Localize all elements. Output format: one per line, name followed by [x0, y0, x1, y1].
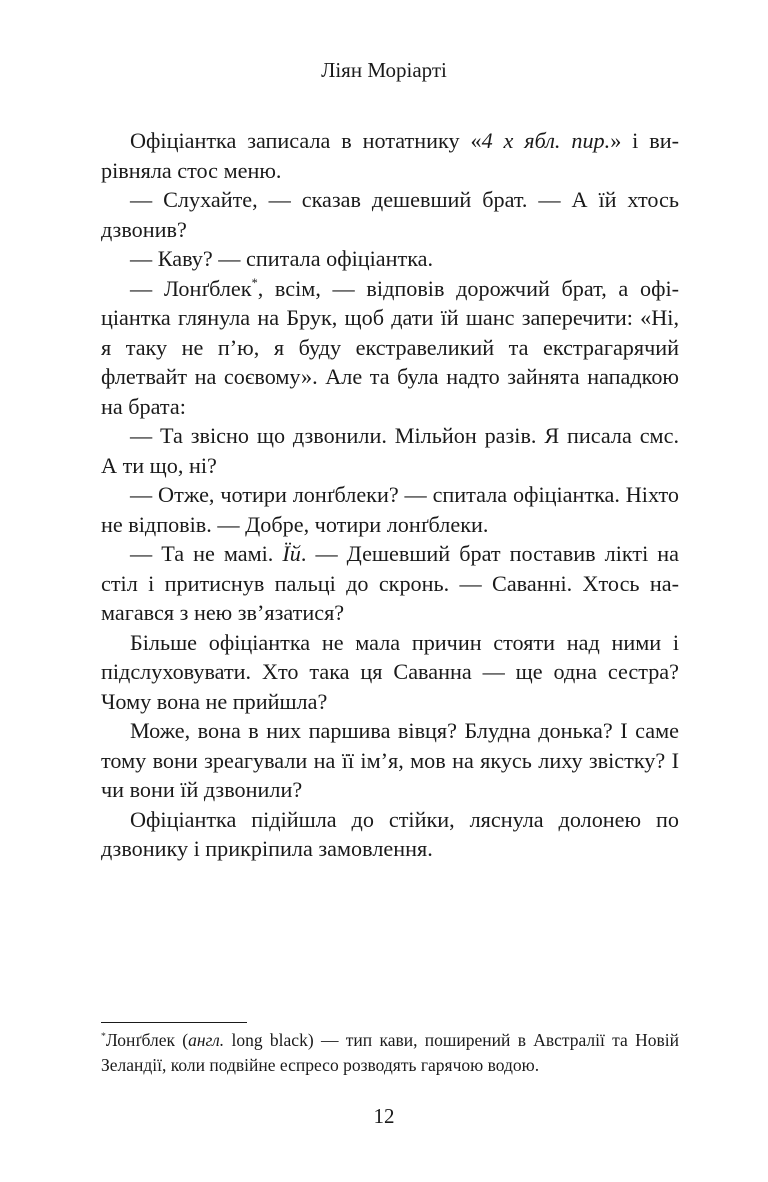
body-text: [101, 126, 679, 864]
paragraph-6: — Отже, чотири лонґблеки? — спитала офіціантка. Ніхто не відповів. — Добре, чотири лонґблеки.: [101, 482, 679, 537]
paragraph-7: — Та не мамі. Їй. — Дешевший брат поставив лікті на стіл і притиснув пальці до скронь. — Саванні. Хтось намагався з нею зв’язатися?: [101, 541, 679, 625]
paragraph-5: — Та звісно що дзвонили. Мільйон разів. Я писала смс. А ти що, ні?: [101, 423, 679, 478]
footnote-rule: [101, 1022, 247, 1023]
paragraph-10: Офіціантка підійшла до стійки, ляснула долонею по дзвонику і прикріпила замовлення.: [101, 806, 679, 861]
paragraph-4: — Лонґблек*, всім, — відповів дорожчий брат, а офіціантка глянула на Брук, щоб дати їй шанс заперечити: «Ні, я таку не п’ю, я буду екстравеликий та екстрагарячий флетвайт на соєвому». Але та була надто зайнята нападкою на брата:: [101, 275, 679, 419]
paragraph-8: Більше офіціантка не мала причин стояти над ними і підслуховувати. Хто така ця Саванна — ще одна сестра? Чому вона не прийшла?: [101, 629, 679, 714]
paragraph-9: Може, вона в них паршива вівця? Блудна донька? І саме тому вони зреагували на її ім’я, мов на якусь лиху звістку? І чи вони їй дзвонили?: [101, 718, 679, 802]
footnote-marker: *: [101, 1030, 106, 1042]
running-header: Ліян Моріарті: [321, 58, 447, 82]
paragraph-3: — Каву? — спитала офіціантка.: [130, 246, 434, 271]
paragraph-2: — Слухайте, — сказав дешевший брат. — А їй хтось дзвонив?: [101, 187, 679, 242]
paragraph-1: Офіціантка записала в нотатнику «4 х ябл. пир.» і вирівняла стос меню.: [101, 128, 679, 183]
page-number: 12: [373, 1104, 395, 1128]
footnote: *Лонґблек (англ. long black) — тип кави, поширений в Австралії та Новій Зеландії, коли подвійне еспресо розводять гарячою водою.: [101, 1030, 679, 1075]
footnote-marker: *: [251, 275, 258, 290]
